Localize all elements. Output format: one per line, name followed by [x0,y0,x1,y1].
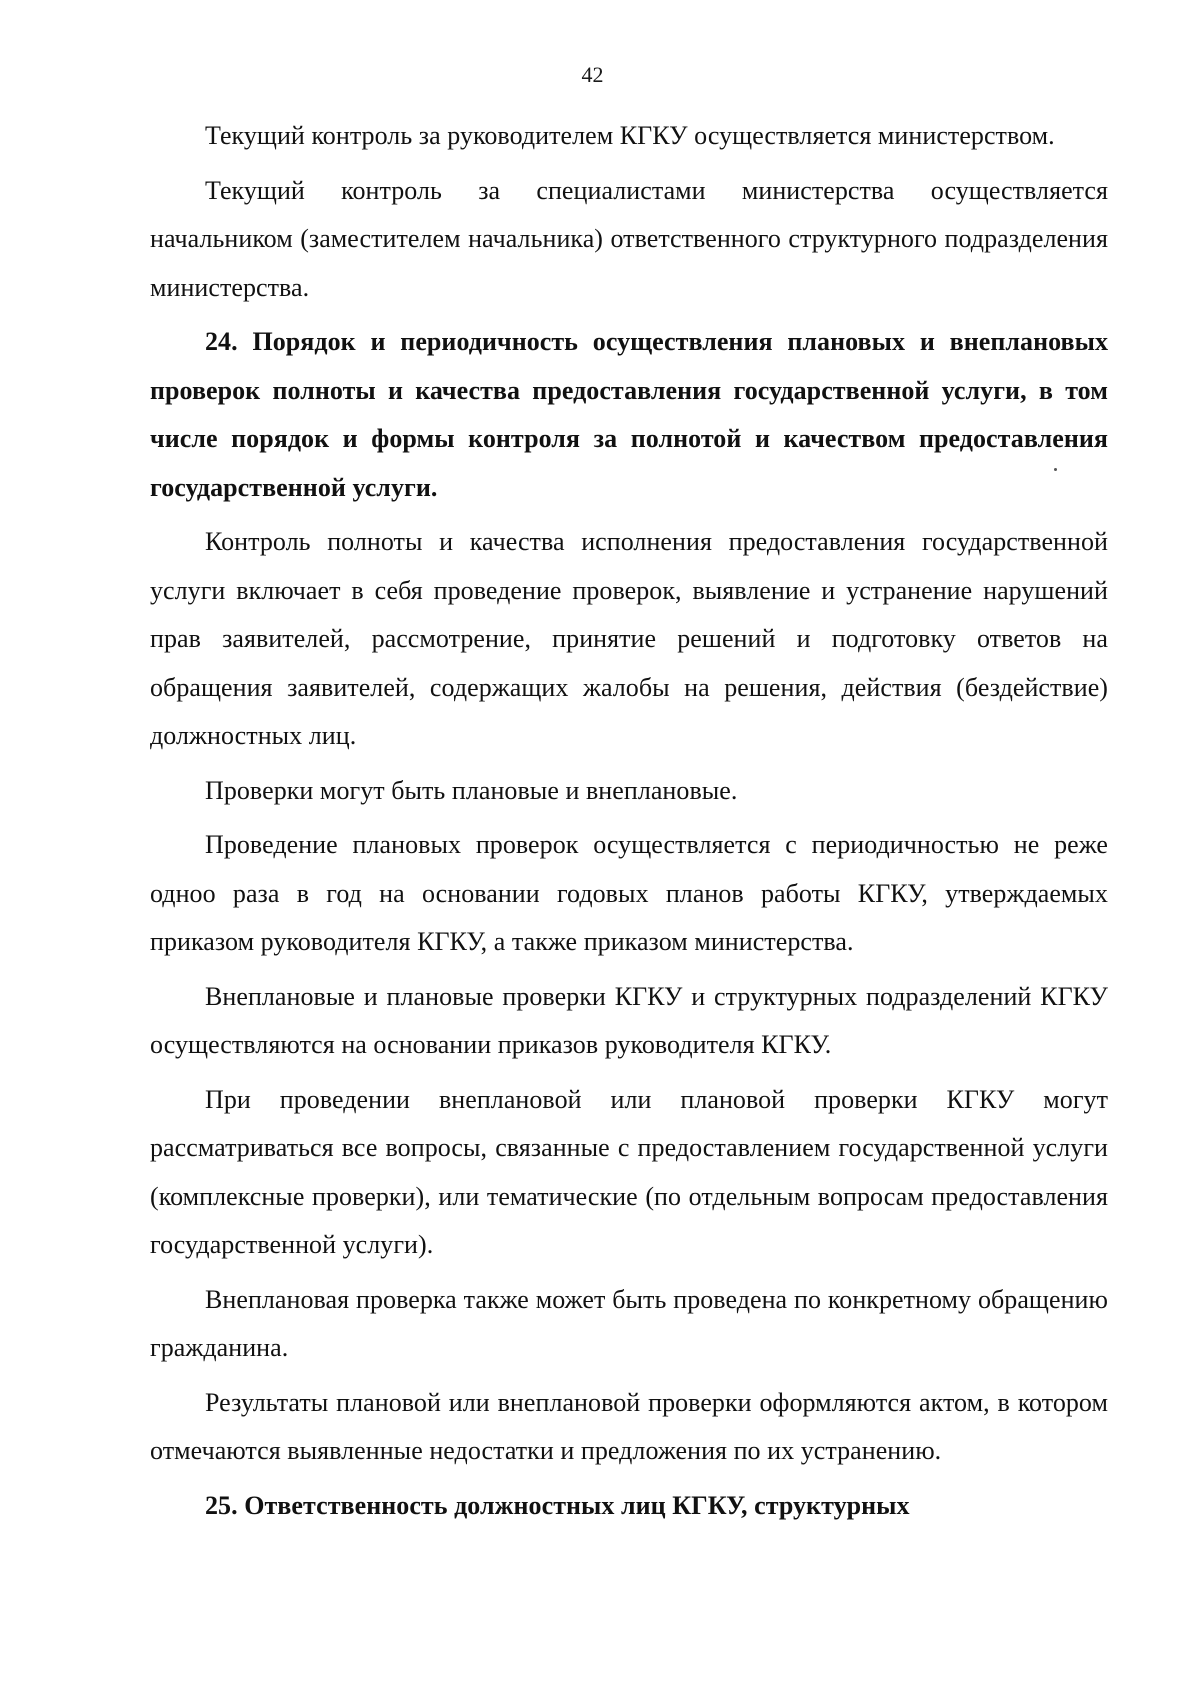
paragraph-inspection-types: Проверки могут быть плановые и внеплановые. [205,775,738,805]
paragraph-supervision-of-specialists: Текущий контроль за специалистами министерства осуществляется начальником (заместителем начальника) ответственного структурного подразделения министерства. [150,175,1108,302]
paragraph-inspection-orders: Внеплановые и плановые проверки КГКУ и структурных подразделений КГКУ осуществляются на основании приказов руководителя КГКУ. [150,981,1108,1059]
paragraph-control-scope: Контроль полноты и качества исполнения предоставления государственной услуги включает в себя проведение проверок, выявление и устранение нарушений прав заявителей, рассмотрение, принятие решений и подготовку ответов на обращения заявителей, содержащих жалобы на решения, действия (бездействие) должностных лиц. [150,527,1108,750]
document-body [150,112,1108,1536]
paragraph-unscheduled-on-request: Внеплановая проверка также может быть проведена по конкретному обращению гражданина. [150,1284,1108,1362]
paragraph-inspection-scope: При проведении внеплановой или плановой проверки КГКУ могут рассматриваться все вопросы, связанные с предоставлением государственной услуги (комплексные проверки), или тематические (по отдельным вопросам предоставления государственной услуги). [150,1084,1108,1259]
page-number: 42 [581,62,604,87]
scan-speck [1054,468,1057,471]
section-heading-24: 24. Порядок и периодичность осуществления плановых и внеплановых проверок полноты и качества предоставления государственной услуги, в том числе порядок и формы контроля за полнотой и качеством предоставления государственной услуги. [150,327,1108,502]
paragraph-planned-inspections: Проведение плановых проверок осуществляется с периодичностью не реже одноо раза в год на основании годовых планов работы КГКУ, утверждаемых приказом руководителя КГКУ, а также приказом министерства. [150,830,1108,956]
paragraph-inspection-results: Результаты плановой или внеплановой проверки оформляются актом, в котором отмечаются выявленные недостатки и предложения по их устранению. [150,1387,1108,1465]
section-heading-25: 25. Ответственность должностных лиц КГКУ, структурных [205,1490,910,1520]
paragraph-supervision-of-head: Текущий контроль за руководителем КГКУ осуществляется министерством. [205,121,1055,150]
